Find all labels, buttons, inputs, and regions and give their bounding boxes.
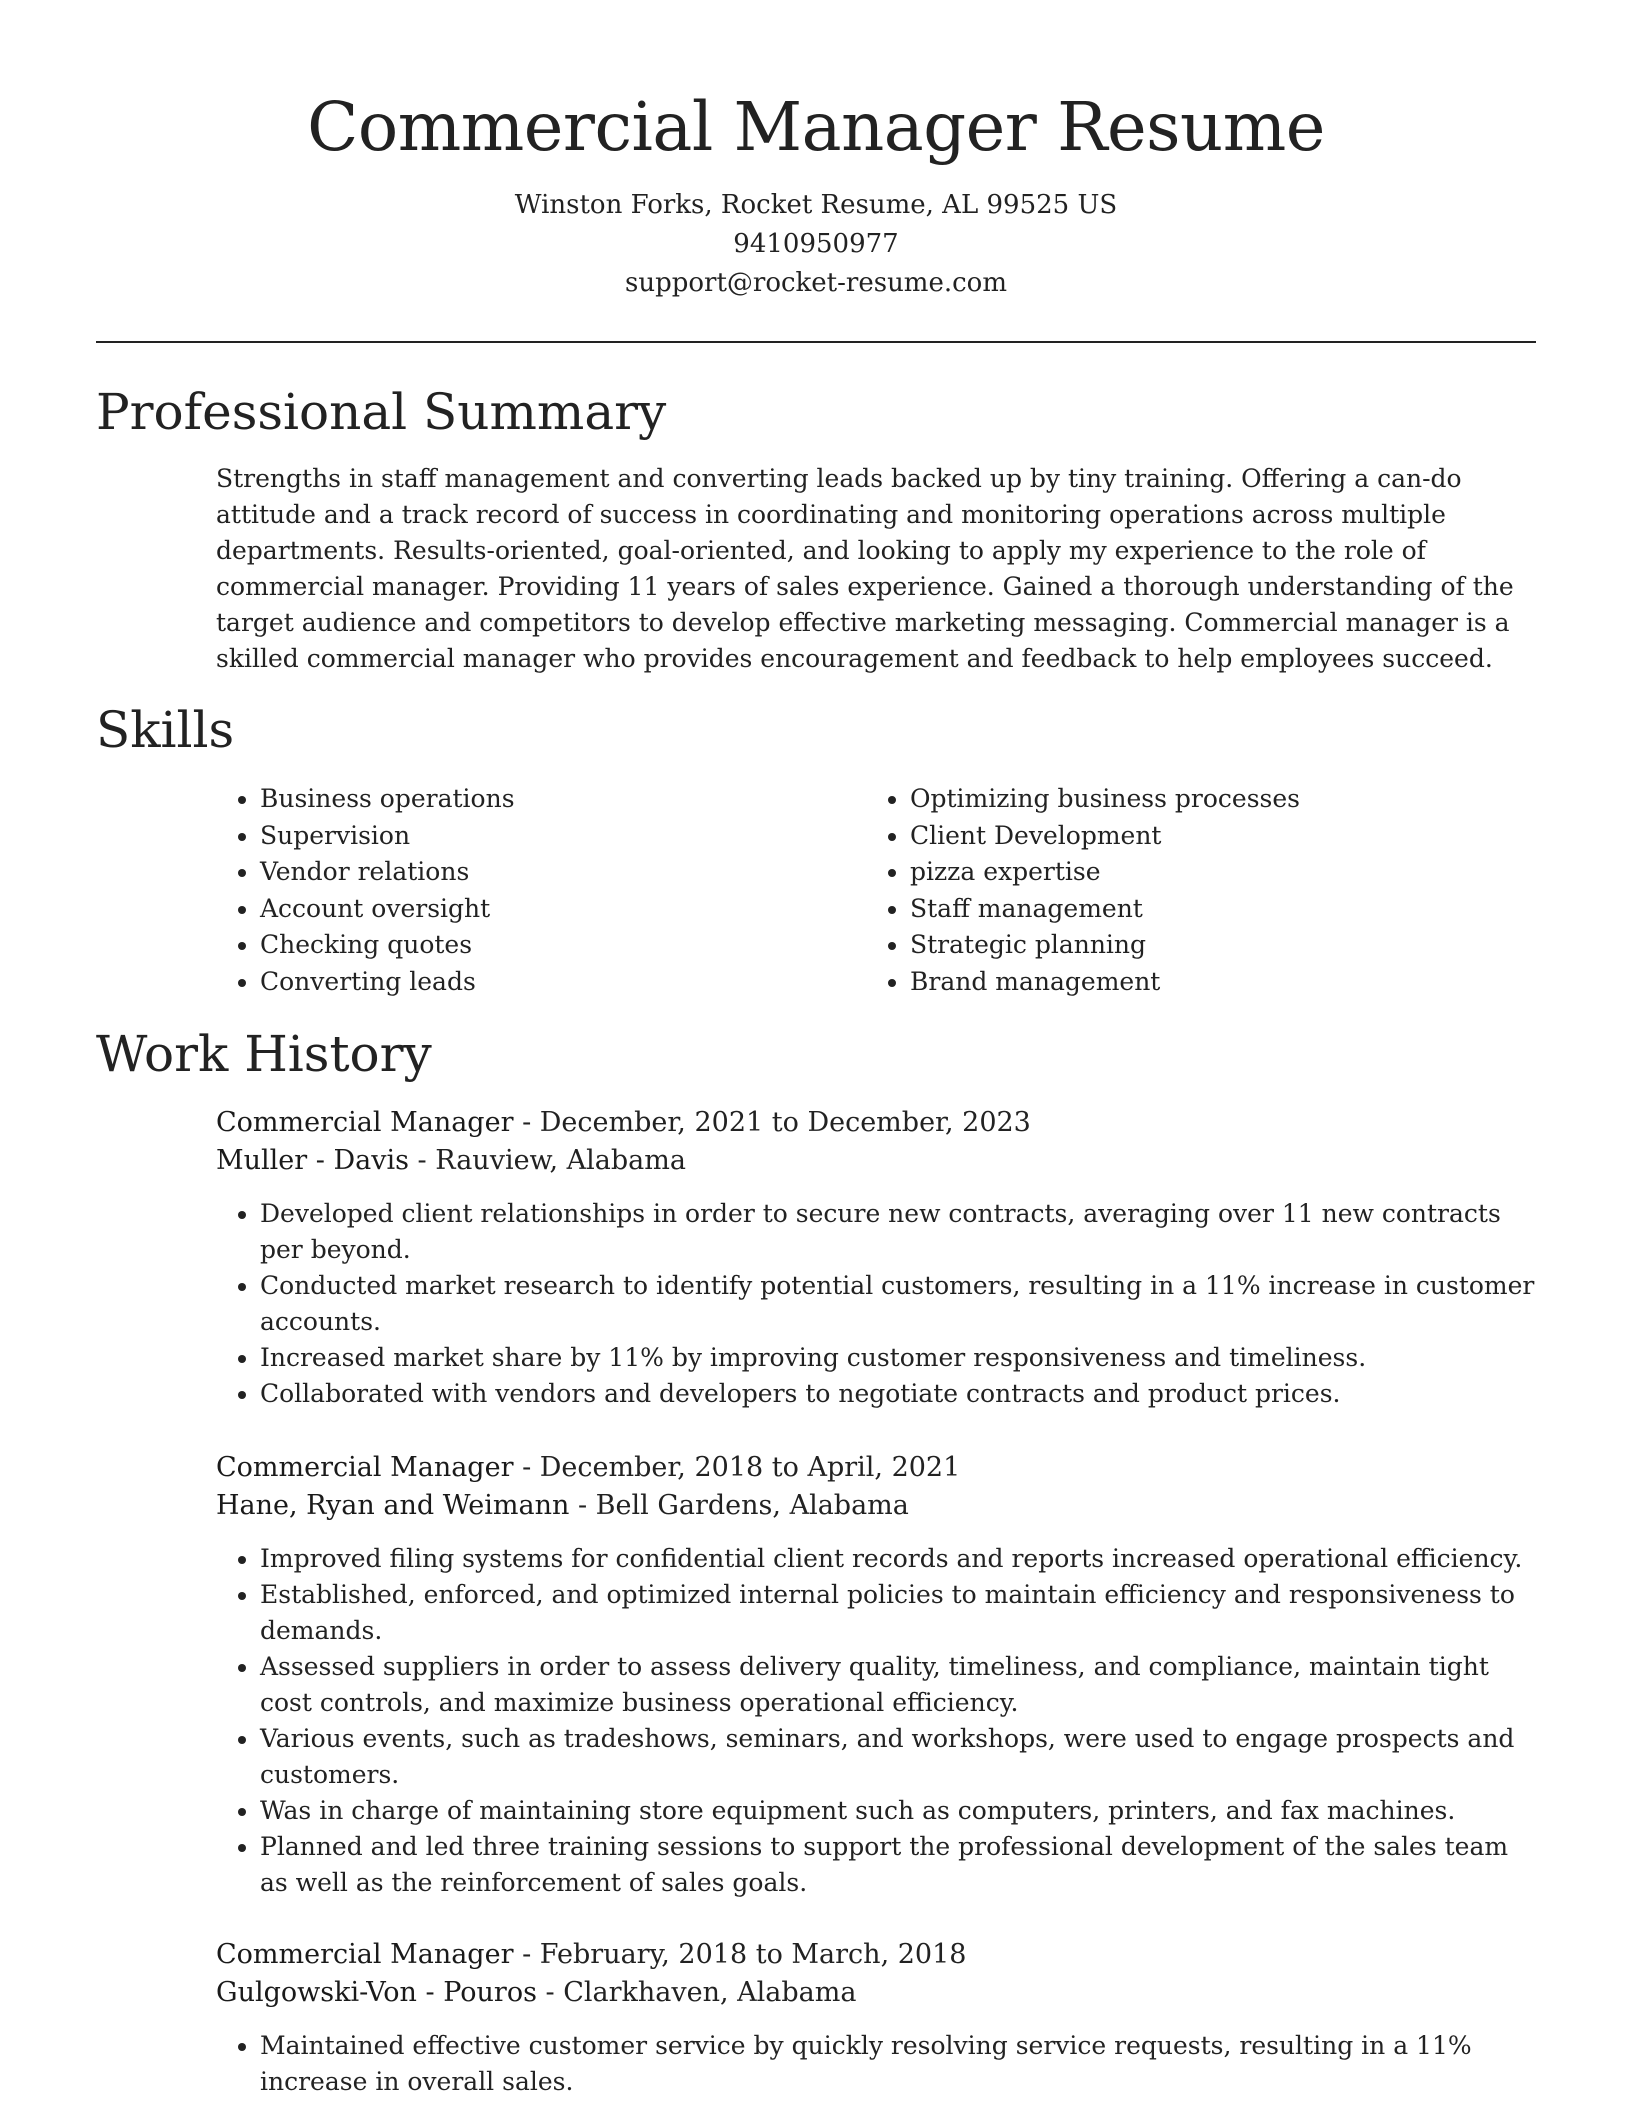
job-dates: - December, 2021 to December, 2023 <box>513 1107 1031 1138</box>
skill-item: • Checking quotes <box>260 927 866 964</box>
skill-item: • Brand management <box>910 964 1516 1001</box>
list-item: • Established, enforced, and optimized internal policies to maintain efficiency and responsiveness to demands. <box>260 1577 1536 1649</box>
summary-heading: Professional Summary <box>96 383 667 441</box>
list-item: • Planned and led three training sessions to support the professional development of the sales team as well as the reinforcement of sales goals. <box>260 1829 1536 1901</box>
job-dates: - December, 2018 to April, 2021 <box>513 1452 961 1483</box>
address-text: Winston Forks, Rocket Resume, AL 99525 US <box>514 190 1118 220</box>
skills-column-left <box>216 781 866 1000</box>
resume-header <box>0 0 1632 303</box>
contact-info <box>0 186 1632 303</box>
job-company: Gulgowski-Von - Pouros <box>216 1977 537 2008</box>
phone-text: 9410950977 <box>733 229 899 259</box>
skill-item: • Client Development <box>910 818 1516 855</box>
job-location: - Rauview, Alabama <box>408 1145 686 1176</box>
email-text: support@rocket-resume.com <box>624 268 1007 298</box>
list-item: • Various events, such as tradeshows, seminars, and workshops, were used to engage prospects and customers. <box>260 1721 1536 1793</box>
page-title: Commercial Manager Resume <box>307 88 1325 166</box>
job-title-line <box>216 1104 1536 1142</box>
list-item: • Improved filing systems for confidential client records and reports increased operational efficiency. <box>260 1541 1536 1577</box>
skill-item: • Optimizing business processes <box>910 781 1516 818</box>
job-company: Hane, Ryan and Weimann <box>216 1490 570 1521</box>
job-company-line <box>216 1487 1536 1525</box>
job-bullets <box>216 1196 1536 1412</box>
skill-item: • pizza expertise <box>910 854 1516 891</box>
list-item: • Maintained effective customer service by quickly resolving service requests, resulting in a 11% increase in overall sales. <box>260 2028 1536 2100</box>
work-history-heading: Work History <box>96 1025 432 1083</box>
job-role: Commercial Manager <box>216 1452 514 1483</box>
job-company-line <box>216 1142 1536 1180</box>
job-bullets <box>216 1541 1536 1901</box>
job-title-line <box>216 1449 1536 1487</box>
skill-item: • Converting leads <box>260 964 866 1001</box>
job-entry <box>216 1449 1536 1901</box>
job-title-line <box>216 1936 1536 1974</box>
list-item: • Conducted market research to identify potential customers, resulting in a 11% increase in customer accounts. <box>260 1268 1536 1340</box>
job-entry <box>216 1104 1536 1412</box>
skills-heading: Skills <box>96 701 235 759</box>
skill-item: • Staff management <box>910 891 1516 928</box>
skills-column-right <box>866 781 1516 1000</box>
list-item: • Developed client relationships in order to secure new contracts, averaging over 11 new contracts per beyond. <box>260 1196 1536 1268</box>
skill-item: • Supervision <box>260 818 866 855</box>
header-divider <box>96 341 1536 343</box>
skills-list <box>216 781 1536 1000</box>
job-role: Commercial Manager <box>216 1107 514 1138</box>
job-location: - Bell Gardens, Alabama <box>569 1490 909 1521</box>
skill-item: • Vendor relations <box>260 854 866 891</box>
job-company: Muller - Davis <box>216 1145 409 1176</box>
list-item: • Increased market share by 11% by improving customer responsiveness and timeliness. <box>260 1340 1536 1376</box>
job-company-line <box>216 1974 1536 2012</box>
skill-item: • Account oversight <box>260 891 866 928</box>
list-item: • Collaborated with vendors and developers to negotiate contracts and product prices. <box>260 1376 1536 1412</box>
list-item: • Was in charge of maintaining store equipment such as computers, printers, and fax machines. <box>260 1793 1536 1829</box>
skill-item: • Strategic planning <box>910 927 1516 964</box>
list-item: • Assessed suppliers in order to assess delivery quality, timeliness, and compliance, maintain tight cost controls, and maximize business operational efficiency. <box>260 1649 1536 1721</box>
job-role: Commercial Manager <box>216 1939 514 1970</box>
summary-text: Strengths in staff management and converting leads backed up by tiny training. Offering a can-do attitude and a track record of success in coordinating and monitoring operations across multiple departments. Results-oriented, goal-oriented, and looking to apply my experience to the role of commercial manager. Providing 11 years of sales experience. Gained a thorough understanding of the target audience and competitors to develop effective marketing messaging. Commercial manager is a skilled commercial manager who provides encouragement and feedback to help employees succeed. <box>216 464 1514 673</box>
job-bullets <box>216 2028 1536 2100</box>
skill-item: • Business operations <box>260 781 866 818</box>
job-location: - Clarkhaven, Alabama <box>536 1977 857 2008</box>
job-dates: - February, 2018 to March, 2018 <box>513 1939 967 1970</box>
job-entry <box>216 1936 1536 2100</box>
